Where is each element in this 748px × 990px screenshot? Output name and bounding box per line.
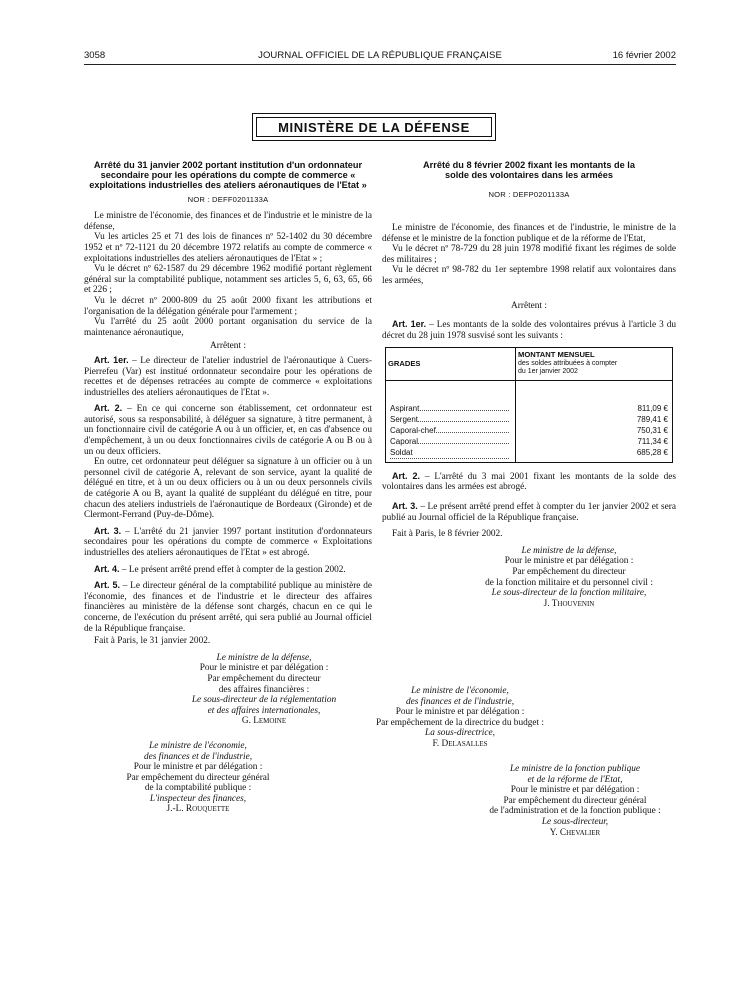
preamble-paragraph: Vu le décret nº 62-1587 du 29 décembre 1962 modifié portant règlement général sur la comptabilité publique, notamment ses articles 5, 6, 63, 65, 66 et 226 ; xyxy=(84,264,372,296)
preamble-paragraph: Vu l'arrêté du 25 août 2000 portant organisation du service de la maintenance aéronautique, xyxy=(84,317,372,338)
article-text: – L'arrêté du 21 janvier 1997 portant institution d'ordonnateurs secondaires pour les opérations du compte de commerce « Exploitations industrielles des ateliers aéronautiques de l'Etat » est abrogé. xyxy=(84,526,372,559)
sig-line: et de la réforme de l'Etat, xyxy=(527,774,623,785)
preamble-paragraph: Vu les articles 25 et 71 des lois de finances nº 52-1402 du 30 décembre 1952 et nº 72-1121 du 20 décembre 1972 relatifs au compte de commerce « exploitations industrielles des ateliers aéronautiques de l'Etat » ; xyxy=(84,232,372,264)
article-label: Art. 4. xyxy=(94,563,120,574)
preamble-paragraph: Vu le décret nº 98-782 du 1er septembre 1998 relatif aux volontaires dans les armées, xyxy=(382,265,676,286)
article-text: – Le présent arrêté prend effet à compter du 1er janvier 2002 et sera publié au Journal officiel de la République française. xyxy=(382,502,676,523)
table-row xyxy=(386,425,673,436)
article-label: Art. 2. xyxy=(392,470,421,481)
ministry-heading: MINISTÈRE DE LA DÉFENSE xyxy=(256,117,492,137)
left-column xyxy=(84,160,372,815)
grade-amount: 789,41 € xyxy=(516,414,673,425)
article-paragraph xyxy=(382,501,676,523)
sig-line: Par empêchement du directeur général xyxy=(126,772,270,783)
signatory-name: Y. Chevalier xyxy=(549,827,601,838)
table-row xyxy=(386,403,673,414)
signature-block xyxy=(330,686,590,750)
arretent-label: Arrêtent : xyxy=(210,341,246,352)
article-paragraph xyxy=(84,355,372,398)
sig-line: La sous-directrice, xyxy=(425,728,495,739)
ministry-heading-box xyxy=(252,113,496,141)
signatory-name: J.-L. Rouquette xyxy=(166,804,230,815)
article-label: Art. 1er. xyxy=(94,354,129,365)
grade-name: Sergent xyxy=(390,414,419,424)
article-paragraph xyxy=(84,564,372,576)
fait-line: Fait à Paris, le 31 janvier 2002. xyxy=(94,636,211,647)
article-paragraph xyxy=(84,580,372,634)
grade-amount: 750,31 € xyxy=(516,425,673,436)
header-line: du 1er janvier 2002 xyxy=(518,368,578,376)
article-paragraph xyxy=(84,457,372,521)
article-paragraph xyxy=(382,319,676,341)
signatory-name: F. Delasalles xyxy=(432,738,488,749)
sig-line: des finances et de l'industrie, xyxy=(143,751,253,762)
grade-amount: 711,34 € xyxy=(516,436,673,447)
sig-line: Le ministre de l'économie, xyxy=(411,686,509,696)
sig-line: Par empêchement du directeur général xyxy=(503,795,647,806)
sig-line: Pour le ministre et par délégation : xyxy=(395,707,525,718)
fait-line: Fait à Paris, le 8 février 2002. xyxy=(392,529,503,540)
right-column xyxy=(382,160,676,609)
right-nor: NOR : DEFP0201133A xyxy=(488,190,570,200)
sig-line: des affaires financières : xyxy=(218,684,310,695)
left-nor: NOR : DEFF0201133A xyxy=(187,194,269,204)
sig-line: Pour le ministre et par délégation : xyxy=(504,556,634,567)
article-text: – En ce qui concerne son établissement, cet ordonnateur est autorisé, sous sa responsabilité, à déléguer sa signature, à titre permanent, à un fonctionnaire civil de catégorie A ou à un officier, et, en cas d'absence ou d'empêchement, à un ou deux fonctionnaires civils de catégorie A ou B ou à un ou deux officiers. xyxy=(84,404,373,457)
grade-amount: 685,28 € xyxy=(516,447,673,463)
sig-line: Par empêchement du directeur xyxy=(512,567,626,577)
arretent-label: Arrêtent : xyxy=(511,300,547,311)
issue-date: 16 février 2002 xyxy=(612,50,676,61)
grade-name: Aspirant xyxy=(390,403,420,413)
header-line: des soldes attribuées à compter xyxy=(518,359,618,367)
table-row xyxy=(386,447,673,463)
sig-line: Le ministre de la fonction publique xyxy=(509,764,641,774)
preamble-paragraph: Vu le décret nº 78-729 du 28 juin 1978 modifié fixant les régimes de solde des militaires ; xyxy=(382,244,676,265)
sig-line: Le ministre de la défense, xyxy=(521,545,617,556)
sig-line: et des affaires internationales, xyxy=(207,705,321,716)
sig-line: L'inspecteur des finances, xyxy=(149,793,247,804)
sig-line: Par empêchement du directeur xyxy=(207,673,321,684)
sig-line: Pour le ministre et par délégation : xyxy=(510,785,640,796)
article-text: – Le directeur général de la comptabilité publique au ministère de l'économie, des finances et de l'industrie et le directeur des affaires financières au ministère de la défense sont chargés, chacun en ce qui le concerne, de l'exécution du présent arrêté, qui sera publié au Journal officiel de la République française. xyxy=(84,581,372,634)
table-header-grades: GRADES xyxy=(386,348,516,381)
article-text: – Le présent arrêté prend effet à compter de la gestion 2002. xyxy=(121,564,346,575)
grade-name: Caporal-chef xyxy=(390,425,436,435)
sig-line: de la fonction militaire et du personnel civil : xyxy=(485,577,653,588)
sig-line: de la comptabilité publique : xyxy=(144,783,252,794)
sig-line: Pour le ministre et par délégation : xyxy=(133,762,263,773)
page-number: 3058 xyxy=(84,50,106,61)
preamble-paragraph: Le ministre de l'économie, des finances et de l'industrie et le ministre de la défense, xyxy=(84,211,372,232)
journal-title: JOURNAL OFFICIEL DE LA RÉPUBLIQUE FRANÇAISE xyxy=(258,50,502,61)
left-decree-title: Arrêté du 31 janvier 2002 portant institution d'un ordonnateur secondaire pour les opérations du compte de commerce « exploitations industrielles des ateliers aéronautiques de l'Etat » xyxy=(89,160,367,191)
sig-line: Le ministre de la défense, xyxy=(216,652,312,663)
article-label: Art. 5. xyxy=(94,580,120,591)
grade-name: Soldat xyxy=(390,447,413,457)
running-header xyxy=(84,50,676,64)
solde-table xyxy=(385,347,673,463)
article-paragraph xyxy=(84,526,372,559)
article-text: – Le directeur de l'atelier industriel de l'aéronautique à Cuers-Pierrefeu (Var) est institué ordonnateur secondaire pour les opérations de recettes et de dépenses retracées au compte de commerce « exploitations industrielles des ateliers aéronautiques de l'Etat ». xyxy=(84,355,372,398)
preamble-paragraph: Vu le décret nº 2000-809 du 25 août 2000 fixant les attributions et l'organisation de la délégation générale pour l'armement ; xyxy=(84,295,372,317)
table-row xyxy=(386,436,673,447)
sig-line: des finances et de l'industrie, xyxy=(405,696,515,707)
article-text: – Les montants de la solde des volontaires prévus à l'article 3 du décret du 28 juin 1978 susvisé sont les suivants : xyxy=(382,320,676,341)
sig-line: Le sous-directeur de la réglementation xyxy=(191,695,337,706)
sig-line: de l'administration et de la fonction publique : xyxy=(489,806,661,817)
article-text: En outre, cet ordonnateur peut déléguer sa signature à un officier ou à un personnel civil de catégorie A, relevant de son service, ayant la qualité de délégué en titre, et à un ou deux officiers ou à un ou deux personnels civils de catégorie A ou B, ayant la qualité de suppléant du délégué en titre, pour chacun des ateliers industriels de l'aéronautique de Bordeaux (Gironde) et de Clermont-Ferrand (Puy-de-Dôme). xyxy=(84,457,372,521)
grade-amount: 811,09 € xyxy=(516,403,673,414)
sig-line: Le ministre de l'économie, xyxy=(149,740,247,751)
sig-line: Pour le ministre et par délégation : xyxy=(199,663,329,674)
grade-name: Caporal xyxy=(390,436,419,446)
sig-line: Par empêchement de la directrice du budget : xyxy=(375,717,545,728)
article-label: Art. 1er. xyxy=(392,319,427,330)
article-label: Art. 2. xyxy=(94,403,123,414)
signature-block xyxy=(84,741,312,815)
signature-block xyxy=(450,764,700,838)
article-paragraph xyxy=(382,471,676,493)
article-text: – L'arrêté du 3 mai 2001 fixant les montants de la solde des volontaires dans les armées est abrogé. xyxy=(382,471,676,493)
table-header-amount xyxy=(516,348,673,381)
header-line: MONTANT MENSUEL xyxy=(518,350,595,360)
table-row xyxy=(386,414,673,425)
article-label: Art. 3. xyxy=(392,501,418,512)
header-rule xyxy=(84,64,676,65)
article-paragraph xyxy=(84,403,372,457)
sig-line: Le sous-directeur, xyxy=(541,816,609,827)
preamble-paragraph: Le ministre de l'économie, des finances et de l'industrie, le ministre de la défense et le ministre de la fonction publique et de la réforme de l'Etat, xyxy=(382,223,676,244)
sig-line: Le sous-directeur de la fonction militaire, xyxy=(491,588,647,599)
right-decree-title: Arrêté du 8 février 2002 fixant les montants de la solde des volontaires dans les armées xyxy=(423,160,635,181)
signatory-name: G. Lemoine xyxy=(241,716,287,727)
article-label: Art. 3. xyxy=(94,525,122,536)
signatory-name: J. Thouvenin xyxy=(543,598,595,609)
signature-block xyxy=(462,546,676,610)
